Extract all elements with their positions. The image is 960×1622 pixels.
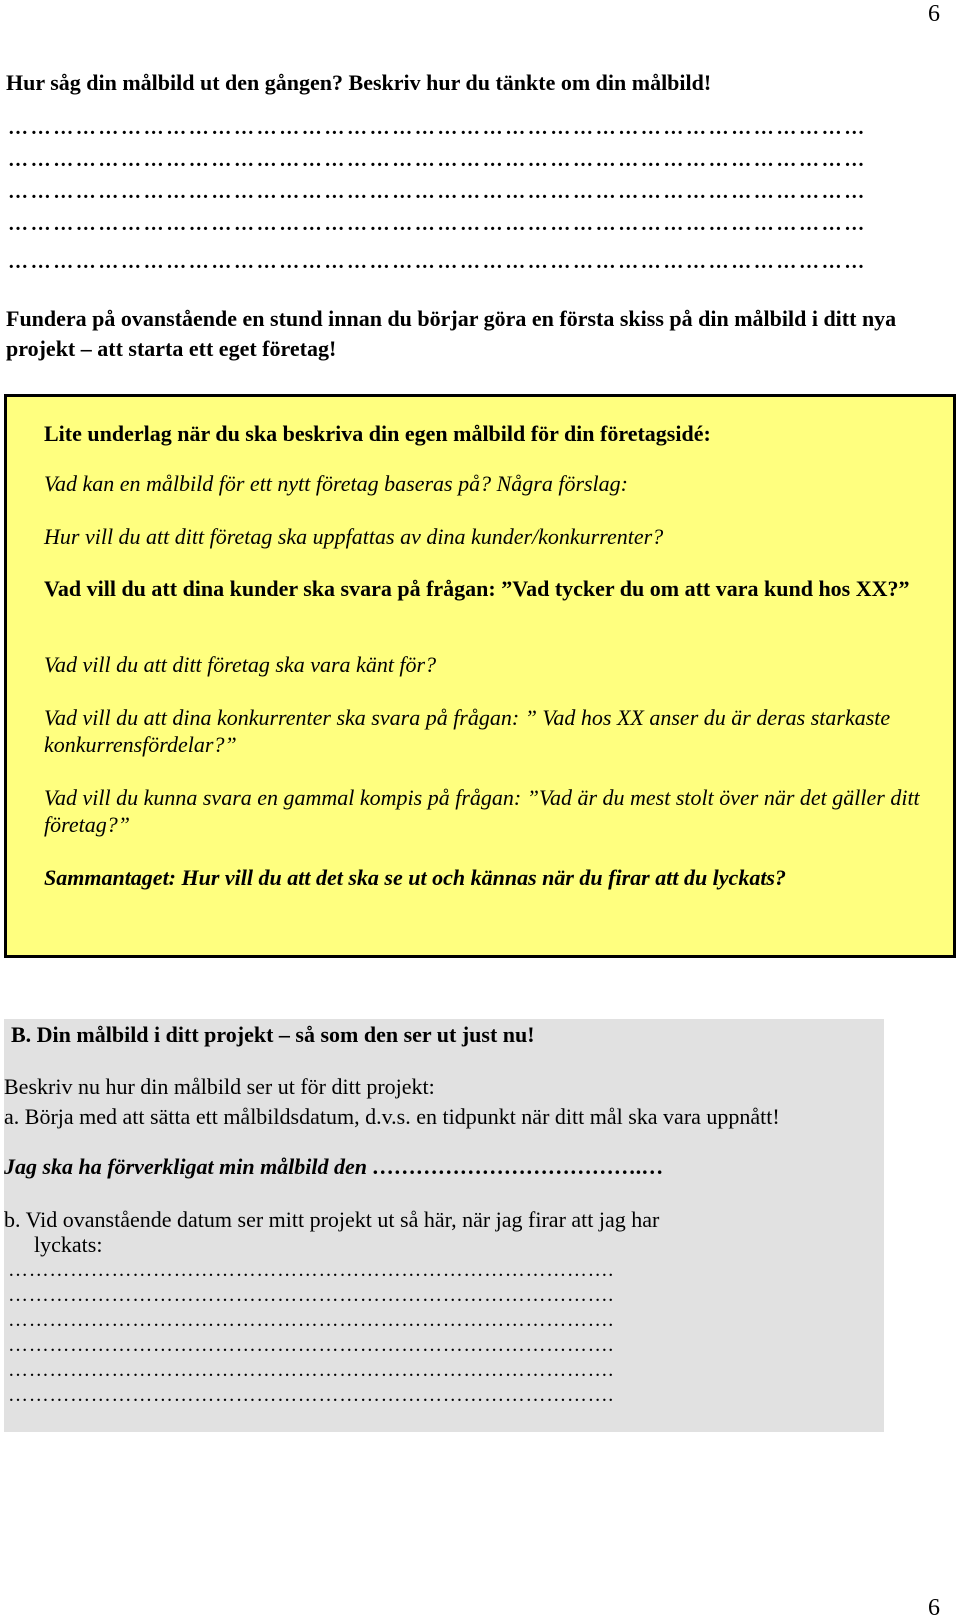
answer-line[interactable]: …………………………………………………………………………………………………… — [8, 182, 867, 202]
page-number: 6 — [928, 1, 940, 27]
reflection-text: Fundera på ovanstående en stund innan du börjar göra en första skiss på din målbild i ditt nya projekt – att starta ett eget företag! — [6, 306, 897, 361]
section-b-panel — [4, 1019, 884, 1432]
answer-line[interactable]: ……………………………………………………………………………. — [8, 1284, 614, 1306]
target-date-field[interactable]: Jag ska ha förverkligat min målbild den ……………………………….… — [4, 1154, 665, 1179]
answer-line[interactable]: ……………………………………………………………………………. — [8, 1359, 614, 1381]
guidance-box — [4, 394, 956, 958]
guidance-summary: Sammantaget: Hur vill du att det ska se ut och kännas när du firar att du lyckats? — [44, 865, 786, 890]
section-b-step-b-continued: lyckats: — [34, 1232, 103, 1257]
section-b-intro: Beskriv nu hur din målbild ser ut för ditt projekt: — [4, 1074, 435, 1099]
section-b-step-a: a. Börja med att sätta ett målbildsdatum, d.v.s. en tidpunkt när ditt mål ska vara uppnått! — [4, 1104, 780, 1129]
guidance-question: Vad vill du att dina konkurrenter ska svara på frågan: ” Vad hos XX anser du är deras starkaste konkurrensfördelar?” — [44, 705, 891, 757]
answer-line[interactable]: ……………………………………………………………………………. — [8, 1334, 614, 1356]
guidance-question: Vad kan en målbild för ett nytt företag baseras på? Några förslag: — [44, 471, 628, 496]
answer-line[interactable]: …………………………………………………………………………………………………… — [8, 118, 867, 138]
guidance-heading: Lite underlag när du ska beskriva din egen målbild för din företagsidé: — [44, 421, 711, 446]
answer-line[interactable]: …………………………………………………………………………………………………… — [8, 252, 867, 272]
guidance-question: Vad vill du att ditt företag ska vara känt för? — [44, 652, 437, 677]
answer-line[interactable]: …………………………………………………………………………………………………… — [8, 150, 867, 170]
section-b-heading: B. Din målbild i ditt projekt – så som den ser ut just nu! — [11, 1022, 535, 1047]
guidance-question: Vad vill du att dina kunder ska svara på frågan: ”Vad tycker du om att vara kund hos XX?” — [44, 576, 910, 601]
answer-line[interactable]: ……………………………………………………………………………. — [8, 1384, 614, 1406]
answer-line[interactable]: ……………………………………………………………………………. — [8, 1259, 614, 1281]
answer-line[interactable]: …………………………………………………………………………………………………… — [8, 214, 867, 234]
guidance-question: Vad vill du kunna svara en gammal kompis på frågan: ”Vad är du mest stolt över när det gäller ditt företag?” — [44, 785, 920, 837]
section-b-step-b: b. Vid ovanstående datum ser mitt projekt ut så här, när jag firar att jag har — [4, 1207, 660, 1232]
guidance-question: Hur vill du att ditt företag ska uppfattas av dina kunder/konkurrenter? — [44, 524, 664, 549]
page-number-bottom: 6 — [928, 1595, 940, 1621]
answer-line[interactable]: ……………………………………………………………………………. — [8, 1309, 614, 1331]
question-heading: Hur såg din målbild ut den gången? Beskriv hur du tänkte om din målbild! — [6, 70, 712, 95]
